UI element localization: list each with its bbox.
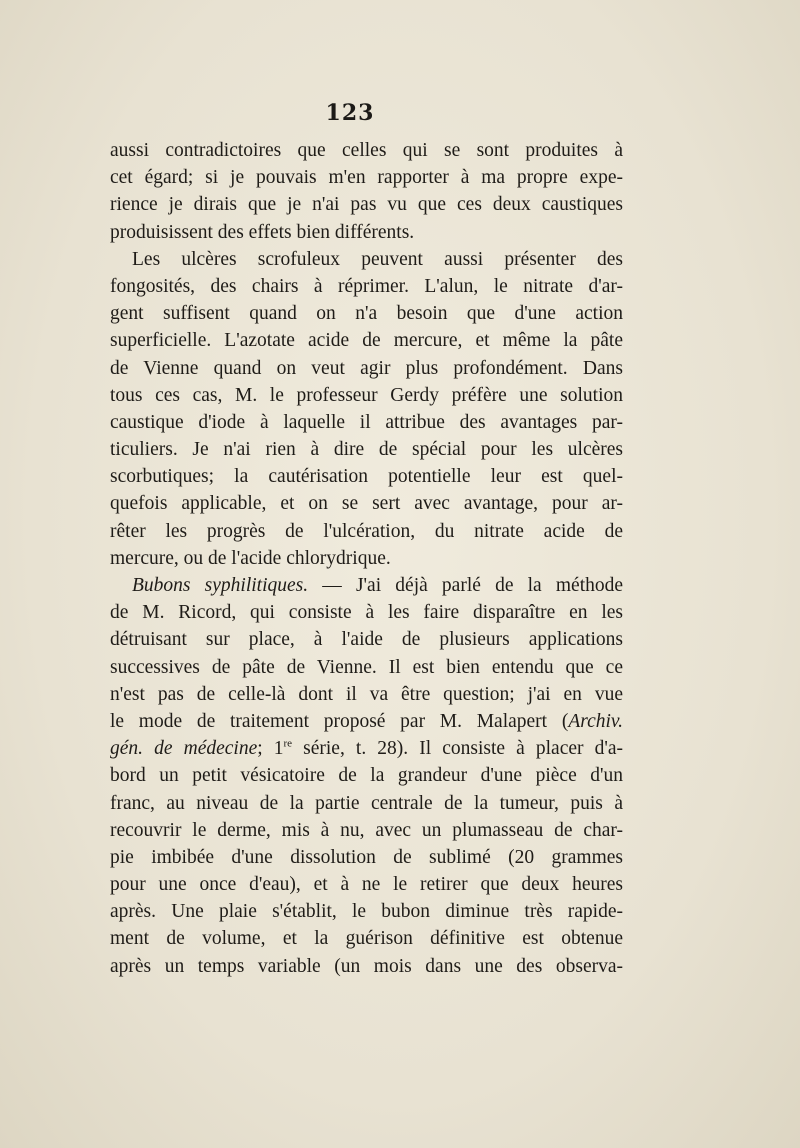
text-segment: série, t. 28). Il consiste à placer d'a- bbox=[292, 738, 624, 760]
text-line: pour une once d'eau), et à ne le retirer que deux heures bbox=[110, 874, 623, 896]
text-segment: le mode de traitement proposé par M. Malapert ( bbox=[110, 710, 569, 732]
superscript: re bbox=[283, 737, 293, 750]
text-line: mercure, ou de l'acide chlorydrique. bbox=[110, 547, 391, 569]
text-line: pie imbibée d'une dissolution de sublimé (20 grammes bbox=[110, 846, 623, 868]
text-line: détruisant sur place, à l'aide de plusieurs applications bbox=[110, 629, 623, 651]
text-line: fongosités, des chairs à réprimer. L'alun, le nitrate d'ar- bbox=[110, 275, 623, 297]
text-line: tous ces cas, M. le professeur Gerdy préfère une solution bbox=[110, 384, 623, 406]
text-segment: ; 1 bbox=[257, 738, 284, 760]
text-line-citation-start bbox=[110, 708, 623, 735]
text-line: franc, au niveau de la partie centrale de la tumeur, puis à bbox=[110, 792, 623, 814]
text-line: scorbutiques; la cautérisation potentielle leur est quel- bbox=[110, 466, 623, 488]
text-segment: — J'ai déjà parlé de la méthode bbox=[322, 575, 624, 596]
text-line: après un temps variable (un mois dans une des observa- bbox=[110, 955, 623, 977]
text-line: gent suffisent quand on n'a besoin que d'une action bbox=[110, 303, 623, 325]
text-line: Les ulcères scrofuleux peuvent aussi présenter des bbox=[132, 248, 623, 270]
text-line-citation-end bbox=[110, 735, 623, 762]
text-line: caustique d'iode à laquelle il attribue des avantages par- bbox=[110, 411, 623, 433]
text-line: recouvrir le derme, mis à nu, avec un plumasseau de char- bbox=[110, 819, 623, 841]
text-line: superficielle. L'azotate acide de mercure, et même la pâte bbox=[110, 330, 623, 352]
text-line: rêter les progrès de l'ulcération, du nitrate acide de bbox=[110, 520, 623, 542]
text-line: n'est pas de celle-là dont il va être question; j'ai en vue bbox=[110, 683, 623, 705]
body-text bbox=[110, 137, 623, 980]
text-line: ticuliers. Je n'ai rien à dire de spécial pour les ulcères bbox=[110, 439, 623, 461]
text-line: de M. Ricord, qui consiste à les faire disparaître en les bbox=[110, 602, 623, 624]
text-line: successives de pâte de Vienne. Il est bien entendu que ce bbox=[110, 656, 623, 678]
citation-journal: gén. de médecine bbox=[110, 738, 258, 760]
text-line: cet égard; si je pouvais m'en rapporter à ma propre expe- bbox=[110, 167, 623, 189]
text-line: produisissent des effets bien différents. bbox=[110, 221, 415, 243]
text-line: de Vienne quand on veut agir plus profondément. Dans bbox=[110, 357, 623, 379]
page-number: 123 bbox=[325, 100, 375, 126]
citation-archiv: Archiv. bbox=[568, 710, 623, 732]
text-line: après. Une plaie s'établit, le bubon diminue très rapide- bbox=[110, 901, 623, 923]
text-line: ment de volume, et la guérison définitive est obtenue bbox=[110, 928, 623, 950]
text-line: quefois applicable, et on se sert avec avantage, pour ar- bbox=[110, 493, 623, 515]
text-line: aussi contradictoires que celles qui se sont produites à bbox=[110, 140, 623, 161]
section-heading-bubons: Bubons syphilitiques. bbox=[132, 575, 309, 596]
text-line: bord un petit vésicatoire de la grandeur d'une pièce d'un bbox=[110, 765, 623, 787]
text-line-bubons bbox=[110, 572, 623, 599]
text-line: rience je dirais que je n'ai pas vu que ces deux caustiques bbox=[110, 194, 623, 216]
